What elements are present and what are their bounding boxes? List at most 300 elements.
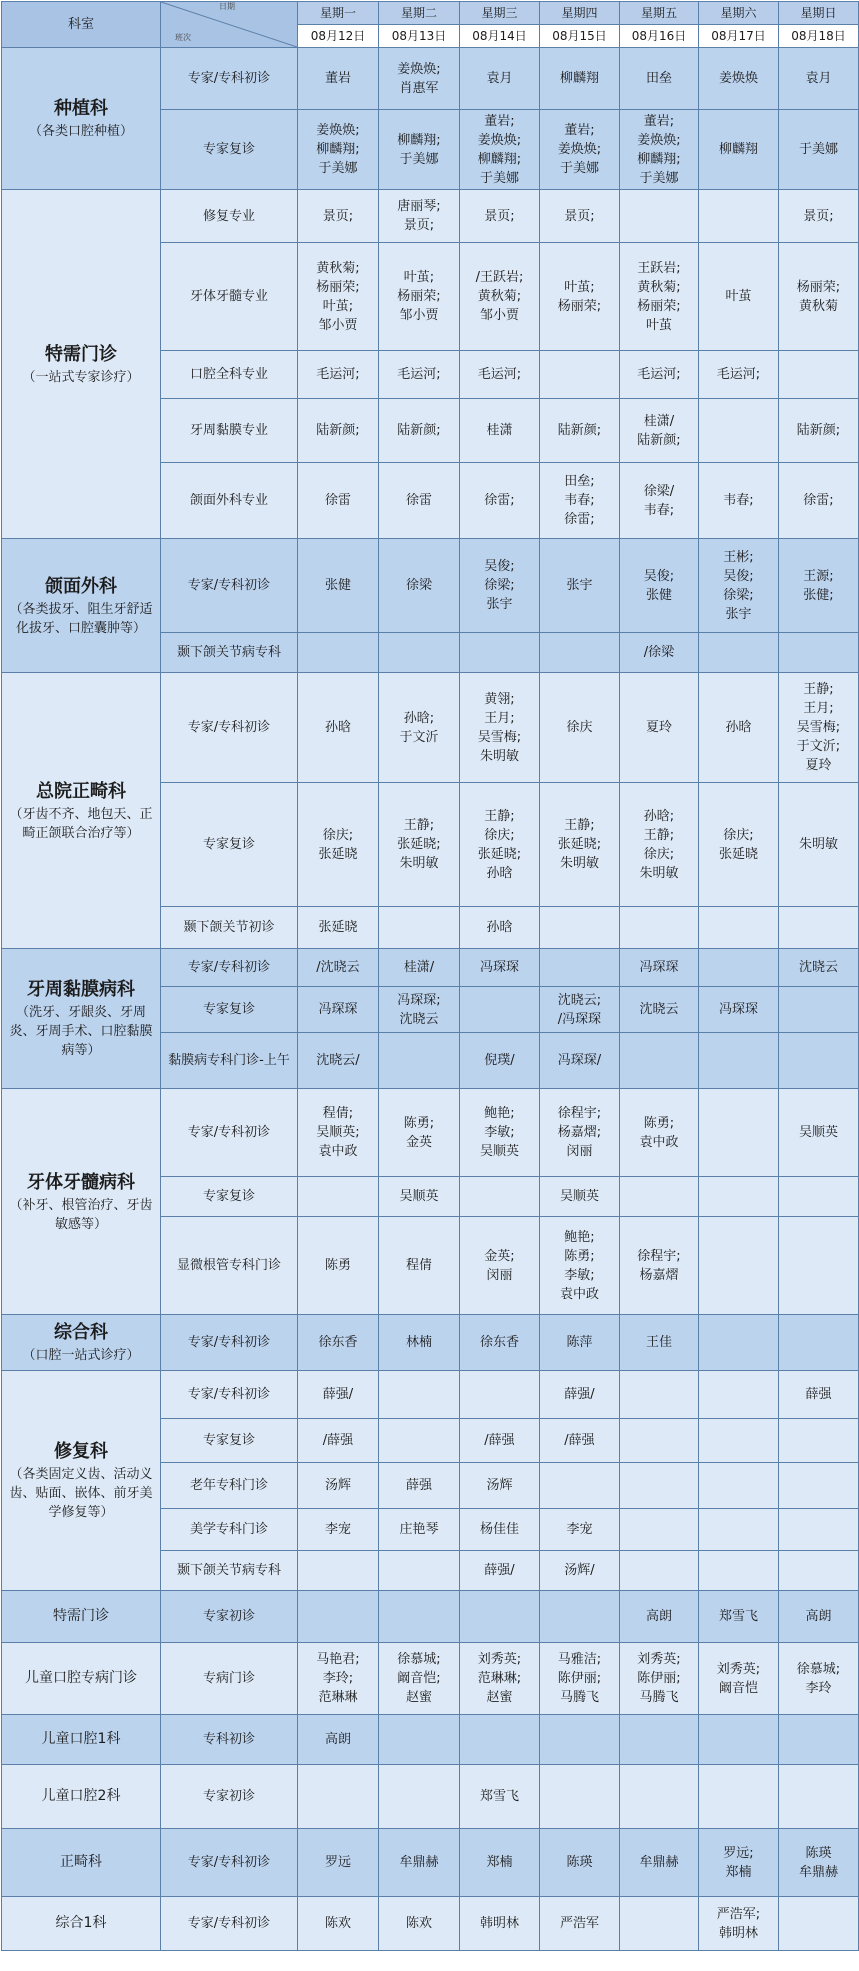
clinic-type-cell: 专家复诊 (161, 1177, 298, 1217)
department-cell (2, 1765, 161, 1829)
department-cell (2, 48, 161, 190)
doctor-cell: 徐庆 (540, 673, 620, 783)
clinic-type-cell: 专家/专科初诊 (161, 1897, 298, 1951)
doctor-cell (699, 1765, 779, 1829)
doctor-cell: 王彬; 吴俊; 徐梁; 张宇 (699, 539, 779, 633)
doctor-cell: /沈晓云 (298, 949, 379, 987)
doctor-cell (379, 1033, 460, 1089)
doctor-cell (779, 1551, 859, 1591)
doctor-cell: 高朗 (298, 1715, 379, 1765)
doctor-cell: 汤辉 (298, 1463, 379, 1509)
doctor-cell (699, 907, 779, 949)
doctor-cell: 陆新颜; (779, 399, 859, 463)
doctor-cell: 薛强/ (540, 1371, 620, 1419)
department-cell (2, 1089, 161, 1315)
department-subtitle: （各类拔牙、阻生牙舒适化拔牙、口腔囊肿等） (9, 601, 153, 636)
doctor-cell: 马雅洁; 陈伊丽; 马腾飞 (540, 1643, 620, 1715)
doctor-cell: 沈晓云 (620, 987, 699, 1033)
doctor-cell (779, 351, 859, 399)
doctor-cell (779, 1217, 859, 1315)
doctor-cell (460, 1715, 540, 1765)
doctor-cell: 冯琛琛; 沈晓云 (379, 987, 460, 1033)
dept-column-header: 科室 (2, 2, 161, 48)
doctor-cell: 孙晗 (298, 673, 379, 783)
clinic-type-cell: 专家复诊 (161, 987, 298, 1033)
doctor-cell: /薛强 (460, 1419, 540, 1463)
doctor-cell (699, 949, 779, 987)
doctor-cell: 孙晗 (460, 907, 540, 949)
doctor-cell: 吴顺英 (540, 1177, 620, 1217)
doctor-cell (620, 1715, 699, 1765)
clinic-type-cell: 专家复诊 (161, 1419, 298, 1463)
doctor-cell: 陈勇; 金英 (379, 1089, 460, 1177)
clinic-type-cell: 专家/专科初诊 (161, 1089, 298, 1177)
doctor-cell: 景页; (779, 190, 859, 243)
doctor-cell: 薛强 (779, 1371, 859, 1419)
clinic-type-cell: 专家/专科初诊 (161, 1371, 298, 1419)
doctor-cell: 袁月 (779, 48, 859, 110)
doctor-cell: 姜焕焕 (699, 48, 779, 110)
table-row (2, 1371, 859, 1419)
doctor-cell: 徐程宇; 杨嘉熠; 闵丽 (540, 1089, 620, 1177)
weekday-header: 星期四 (540, 2, 620, 25)
doctor-cell: 陈萍 (540, 1315, 620, 1371)
doctor-cell: 毛运河; (298, 351, 379, 399)
doctor-cell: 景页; (298, 190, 379, 243)
clinic-type-cell: 颞下颌关节病专科 (161, 633, 298, 673)
doctor-cell: 姜焕焕; 柳麟翔; 于美娜 (298, 110, 379, 190)
weekday-header: 星期五 (620, 2, 699, 25)
doctor-cell: 汤辉/ (540, 1551, 620, 1591)
doctor-cell: 田垒 (620, 48, 699, 110)
doctor-cell (699, 1217, 779, 1315)
table-row (2, 1897, 859, 1951)
doctor-cell: 牟鼎赫 (620, 1829, 699, 1897)
doctor-cell: 陆新颜; (540, 399, 620, 463)
doctor-cell (699, 1715, 779, 1765)
doctor-cell: 刘秀英; 阚音恺 (699, 1643, 779, 1715)
doctor-cell (699, 1089, 779, 1177)
doctor-cell: 王跃岩; 黄秋菊; 杨丽荣; 叶茧 (620, 243, 699, 351)
weekday-header: 星期六 (699, 2, 779, 25)
doctor-cell: 桂潇/ (379, 949, 460, 987)
doctor-cell: 黄秋菊; 杨丽荣; 叶茧; 邹小贾 (298, 243, 379, 351)
doctor-cell: 冯琛琛 (620, 949, 699, 987)
doctor-cell: 柳麟翔 (540, 48, 620, 110)
doctor-cell: 鲍艳; 李敏; 吴顺英 (460, 1089, 540, 1177)
clinic-type-cell: 专家/专科初诊 (161, 539, 298, 633)
doctor-cell: 夏玲 (620, 673, 699, 783)
doctor-cell: 王静; 徐庆; 张延晓; 孙晗 (460, 783, 540, 907)
department-cell (2, 539, 161, 673)
doctor-cell (779, 1509, 859, 1551)
department-cell (2, 1829, 161, 1897)
doctor-cell: 徐雷 (298, 463, 379, 539)
doctor-cell (379, 1551, 460, 1591)
doctor-cell: 韩明林 (460, 1897, 540, 1951)
doctor-cell: 薛强 (379, 1463, 460, 1509)
doctor-cell (699, 1551, 779, 1591)
department-cell (2, 1715, 161, 1765)
doctor-cell: 杨丽荣; 黄秋菊 (779, 243, 859, 351)
clinic-type-cell: 颌面外科专业 (161, 463, 298, 539)
weekday-header: 星期二 (379, 2, 460, 25)
doctor-cell (540, 1715, 620, 1765)
doctor-cell: 徐程宇; 杨嘉熠 (620, 1217, 699, 1315)
doctor-cell (540, 633, 620, 673)
doctor-cell: 程倩 (379, 1217, 460, 1315)
doctor-cell (540, 1765, 620, 1829)
doctor-cell: 朱明敏 (779, 783, 859, 907)
doctor-cell: 庄艳琴 (379, 1509, 460, 1551)
clinic-type-cell: 专家复诊 (161, 110, 298, 190)
doctor-cell (379, 1715, 460, 1765)
doctor-cell: 柳麟翔; 于美娜 (379, 110, 460, 190)
doctor-cell (699, 1315, 779, 1371)
doctor-cell (620, 1371, 699, 1419)
doctor-cell (699, 1509, 779, 1551)
doctor-cell: 吴俊; 徐梁; 张宇 (460, 539, 540, 633)
doctor-cell: 林楠 (379, 1315, 460, 1371)
date-header: 08月15日 (540, 25, 620, 48)
doctor-cell (699, 1463, 779, 1509)
doctor-cell (779, 1033, 859, 1089)
table-row (2, 190, 859, 243)
clinic-type-cell: 颞下颌关节初诊 (161, 907, 298, 949)
doctor-cell: 沈晓云; /冯琛琛 (540, 987, 620, 1033)
table-row (2, 1765, 859, 1829)
department-subtitle: （一站式专家诊疗） (22, 369, 140, 385)
table-row (2, 1591, 859, 1643)
department-subtitle: （各类口腔种植） (28, 124, 133, 139)
doctor-cell (699, 1177, 779, 1217)
doctor-cell (620, 1509, 699, 1551)
clinic-type-cell: 黏膜病专科门诊-上午 (161, 1033, 298, 1089)
doctor-cell: 王源; 张健; (779, 539, 859, 633)
doctor-cell (779, 1419, 859, 1463)
department-subtitle: （牙齿不齐、地包天、正畸正颌联合治疗等） (9, 806, 153, 841)
doctor-cell: 孙晗; 王静; 徐庆; 朱明敏 (620, 783, 699, 907)
weekday-header: 星期三 (460, 2, 540, 25)
doctor-cell: 于美娜 (779, 110, 859, 190)
doctor-cell: 张宇 (540, 539, 620, 633)
doctor-cell: 冯琛琛 (460, 949, 540, 987)
doctor-cell: 李宠 (298, 1509, 379, 1551)
department-subtitle: （补牙、根管治疗、牙齿敏感等） (9, 1197, 153, 1232)
doctor-cell (460, 987, 540, 1033)
doctor-cell: 孙晗; 于文沂 (379, 673, 460, 783)
doctor-cell: 毛运河; (699, 351, 779, 399)
doctor-cell (379, 633, 460, 673)
doctor-cell: 柳麟翔 (699, 110, 779, 190)
doctor-cell (779, 1897, 859, 1951)
doctor-cell: 董岩; 姜焕焕; 柳麟翔; 于美娜 (460, 110, 540, 190)
doctor-cell (699, 1419, 779, 1463)
doctor-cell: 景页; (540, 190, 620, 243)
date-header: 08月13日 (379, 25, 460, 48)
department-cell (2, 1591, 161, 1643)
doctor-cell: 徐慕城; 李玲 (779, 1643, 859, 1715)
doctor-cell: 毛运河; (620, 351, 699, 399)
doctor-cell: 徐东香 (460, 1315, 540, 1371)
department-subtitle: （口腔一站式诊疗） (22, 1348, 140, 1363)
diagonal-header-cell (161, 2, 298, 48)
doctor-cell: 冯琛琛 (699, 987, 779, 1033)
doctor-cell: 王静; 王月; 吴雪梅; 于文沂; 夏玲 (779, 673, 859, 783)
department-cell (2, 190, 161, 539)
doctor-cell: 陈勇; 袁中政 (620, 1089, 699, 1177)
doctor-cell (298, 1591, 379, 1643)
doctor-cell: /薛强 (540, 1419, 620, 1463)
department-name: 种植科 (54, 98, 108, 119)
doctor-cell: 桂潇/ 陆新颜; (620, 399, 699, 463)
doctor-cell (620, 1033, 699, 1089)
doctor-cell (298, 633, 379, 673)
doctor-cell (540, 949, 620, 987)
doctor-cell (620, 1419, 699, 1463)
date-header: 08月17日 (699, 25, 779, 48)
department-name: 颌面外科 (45, 575, 117, 597)
doctor-cell: 董岩 (298, 48, 379, 110)
doctor-cell: 陈欢 (379, 1897, 460, 1951)
table-row (2, 1315, 859, 1371)
date-axis-label: 日期 (219, 2, 235, 11)
department-name: 修复科 (54, 1441, 108, 1462)
doctor-cell: 韦春; (699, 463, 779, 539)
department-cell (2, 1643, 161, 1715)
table-row (2, 539, 859, 633)
doctor-cell: 董岩; 姜焕焕; 柳麟翔; 于美娜 (620, 110, 699, 190)
department-subtitle: （各类固定义齿、活动义齿、贴面、嵌体、前牙美学修复等） (9, 1467, 153, 1520)
doctor-cell: 王静; 张延晓; 朱明敏 (540, 783, 620, 907)
doctor-cell: 高朗 (779, 1591, 859, 1643)
table-row (2, 1089, 859, 1177)
doctor-cell: 陆新颜; (379, 399, 460, 463)
doctor-cell: 徐慕城; 阚音恺; 赵蜜 (379, 1643, 460, 1715)
department-subtitle: （洗牙、牙龈炎、牙周炎、牙周手术、口腔黏膜病等） (9, 1005, 153, 1058)
doctor-cell: 薛强/ (298, 1371, 379, 1419)
doctor-cell: 陈勇 (298, 1217, 379, 1315)
doctor-cell (699, 399, 779, 463)
doctor-cell: 吴俊; 张健 (620, 539, 699, 633)
clinic-type-cell: 专家/专科初诊 (161, 949, 298, 987)
doctor-cell: 徐东香 (298, 1315, 379, 1371)
doctor-cell: 毛运河; (460, 351, 540, 399)
doctor-cell: 牟鼎赫 (379, 1829, 460, 1897)
doctor-cell: 冯琛琛/ (540, 1033, 620, 1089)
doctor-cell (379, 907, 460, 949)
clinic-type-cell: 口腔全科专业 (161, 351, 298, 399)
clinic-type-cell: 专家/专科初诊 (161, 1829, 298, 1897)
doctor-cell: 姜焕焕; 肖惠军 (379, 48, 460, 110)
doctor-cell: 高朗 (620, 1591, 699, 1643)
doctor-cell: 刘秀英; 陈伊丽; 马腾飞 (620, 1643, 699, 1715)
doctor-cell (779, 1715, 859, 1765)
doctor-cell (779, 907, 859, 949)
doctor-cell: 叶茧; 杨丽荣; 邹小贾 (379, 243, 460, 351)
clinic-type-cell: 专家初诊 (161, 1591, 298, 1643)
clinic-type-cell: 专家/专科初诊 (161, 48, 298, 110)
doctor-cell: 景页; (460, 190, 540, 243)
doctor-cell: 陈欢 (298, 1897, 379, 1951)
doctor-cell: 吴顺英 (379, 1177, 460, 1217)
department-name: 牙体牙髓病科 (27, 1171, 135, 1193)
doctor-cell (620, 190, 699, 243)
doctor-cell (620, 907, 699, 949)
clinic-type-cell: 牙周黏膜专业 (161, 399, 298, 463)
department-name: 特需门诊 (53, 1608, 109, 1624)
department-name: 牙周黏膜病科 (27, 979, 135, 1000)
doctor-cell (699, 1371, 779, 1419)
table-row (2, 949, 859, 987)
doctor-cell (460, 1177, 540, 1217)
date-header: 08月12日 (298, 25, 379, 48)
doctor-cell (540, 907, 620, 949)
doctor-cell: 郑雪飞 (460, 1765, 540, 1829)
doctor-cell (540, 1591, 620, 1643)
doctor-cell (699, 633, 779, 673)
doctor-cell: 罗远 (298, 1829, 379, 1897)
doctor-cell: 徐庆; 张延晓 (699, 783, 779, 907)
department-cell (2, 949, 161, 1089)
clinic-type-cell: 修复专业 (161, 190, 298, 243)
doctor-cell: /徐梁 (620, 633, 699, 673)
doctor-cell (779, 1463, 859, 1509)
doctor-cell: 程倩; 吴顺英; 袁中政 (298, 1089, 379, 1177)
date-header: 08月16日 (620, 25, 699, 48)
doctor-cell (779, 1177, 859, 1217)
doctor-cell: 徐梁/ 韦春; (620, 463, 699, 539)
doctor-cell (298, 1177, 379, 1217)
doctor-cell: 罗远; 郑楠 (699, 1829, 779, 1897)
doctor-cell: 叶茧; 杨丽荣; (540, 243, 620, 351)
doctor-cell: 刘秀英; 范琳琳; 赵蜜 (460, 1643, 540, 1715)
doctor-cell (298, 1765, 379, 1829)
table-row (2, 1715, 859, 1765)
doctor-cell: 董岩; 姜焕焕; 于美娜 (540, 110, 620, 190)
doctor-cell: 鲍艳; 陈勇; 李敏; 袁中政 (540, 1217, 620, 1315)
department-name: 总院正畸科 (36, 780, 126, 802)
department-name: 综合1科 (55, 1915, 107, 1931)
doctor-cell (379, 1419, 460, 1463)
doctor-cell: 沈晓云 (779, 949, 859, 987)
department-cell (2, 1897, 161, 1951)
doctor-cell (540, 1463, 620, 1509)
department-cell (2, 1315, 161, 1371)
table-body (2, 48, 859, 1951)
doctor-cell: /薛强 (298, 1419, 379, 1463)
doctor-cell: 徐庆; 张延晓 (298, 783, 379, 907)
doctor-cell (620, 1765, 699, 1829)
doctor-cell: 唐丽琴; 景页; (379, 190, 460, 243)
doctor-cell: 袁月 (460, 48, 540, 110)
clinic-type-cell: 颞下颌关节病专科 (161, 1551, 298, 1591)
department-name: 儿童口腔2科 (41, 1788, 121, 1804)
doctor-cell: 薛强/ (460, 1551, 540, 1591)
doctor-cell (460, 633, 540, 673)
doctor-cell: 叶茧 (699, 243, 779, 351)
doctor-cell (379, 1371, 460, 1419)
clinic-type-cell: 专病门诊 (161, 1643, 298, 1715)
doctor-cell: 李宠 (540, 1509, 620, 1551)
doctor-cell: 郑楠 (460, 1829, 540, 1897)
table-row (2, 48, 859, 110)
department-name: 正畸科 (60, 1854, 102, 1870)
doctor-cell: 陈瑛 (540, 1829, 620, 1897)
department-name: 综合科 (54, 1322, 108, 1343)
doctor-cell: 陈瑛 牟鼎赫 (779, 1829, 859, 1897)
clinic-type-cell: 美学专科门诊 (161, 1509, 298, 1551)
doctor-cell: 陆新颜; (298, 399, 379, 463)
department-name: 特需门诊 (45, 343, 117, 365)
doctor-cell: 严浩军 (540, 1897, 620, 1951)
clinic-type-cell: 专科初诊 (161, 1715, 298, 1765)
weekday-header: 星期一 (298, 2, 379, 25)
clinic-type-cell: 专家/专科初诊 (161, 1315, 298, 1371)
doctor-cell (460, 1371, 540, 1419)
table-row (2, 673, 859, 783)
doctor-cell: 吴顺英 (779, 1089, 859, 1177)
table-row (2, 1643, 859, 1715)
doctor-cell: 杨佳佳 (460, 1509, 540, 1551)
weekday-header: 星期日 (779, 2, 859, 25)
doctor-cell (779, 1315, 859, 1371)
clinic-type-cell: 老年专科门诊 (161, 1463, 298, 1509)
doctor-cell: 冯琛琛 (298, 987, 379, 1033)
clinic-type-cell: 专家复诊 (161, 783, 298, 907)
doctor-cell (540, 351, 620, 399)
doctor-cell: 张健 (298, 539, 379, 633)
doctor-cell (379, 1591, 460, 1643)
doctor-cell: 桂潇 (460, 399, 540, 463)
doctor-cell: 黄翎; 王月; 吴雪梅; 朱明敏 (460, 673, 540, 783)
doctor-cell (379, 1765, 460, 1829)
doctor-cell (620, 1177, 699, 1217)
doctor-cell (620, 1463, 699, 1509)
date-header: 08月18日 (779, 25, 859, 48)
doctor-cell: /王跃岩; 黄秋菊; 邹小贾 (460, 243, 540, 351)
doctor-cell: 张延晓 (298, 907, 379, 949)
doctor-cell: 田垒; 韦春; 徐雷; (540, 463, 620, 539)
doctor-cell (699, 190, 779, 243)
doctor-cell: 王佳 (620, 1315, 699, 1371)
doctor-cell: 沈晓云/ (298, 1033, 379, 1089)
doctor-cell (699, 1033, 779, 1089)
doctor-cell: 郑雪飞 (699, 1591, 779, 1643)
clinic-type-cell: 专家初诊 (161, 1765, 298, 1829)
doctor-cell (620, 1551, 699, 1591)
table-row (2, 1829, 859, 1897)
clinic-type-cell: 专家/专科初诊 (161, 673, 298, 783)
doctor-cell: 徐雷; (779, 463, 859, 539)
doctor-cell: 倪璞/ (460, 1033, 540, 1089)
department-cell (2, 1371, 161, 1591)
doctor-cell: 徐梁 (379, 539, 460, 633)
doctor-cell: 汤辉 (460, 1463, 540, 1509)
doctor-cell: 王静; 张延晓; 朱明敏 (379, 783, 460, 907)
clinic-type-cell: 牙体牙髓专业 (161, 243, 298, 351)
shift-axis-label: 班次 (175, 33, 191, 42)
doctor-cell (779, 633, 859, 673)
department-name: 儿童口腔专病门诊 (25, 1670, 137, 1686)
table-header (2, 2, 859, 48)
doctor-cell (460, 1591, 540, 1643)
doctor-cell: 严浩军; 韩明林 (699, 1897, 779, 1951)
department-name: 儿童口腔1科 (41, 1731, 121, 1747)
doctor-cell: 毛运河; (379, 351, 460, 399)
department-cell (2, 673, 161, 949)
doctor-cell (779, 987, 859, 1033)
